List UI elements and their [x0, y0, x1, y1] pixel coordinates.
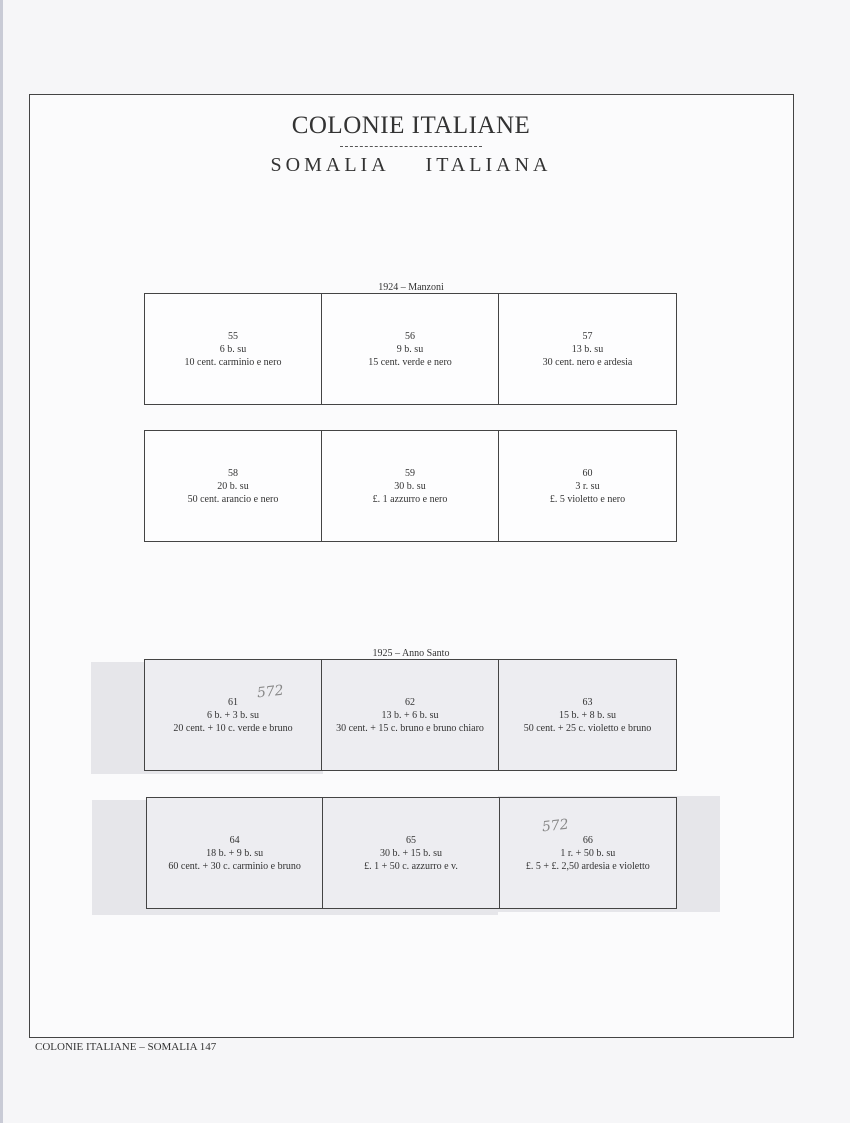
stamp-number: 56 — [405, 330, 415, 342]
stamp-description: £. 1 azzurro e nero — [372, 493, 448, 505]
title-divider — [340, 146, 482, 147]
stamp-description: £. 5 violetto e nero — [549, 493, 626, 505]
stamp-number: 65 — [405, 834, 416, 846]
stamp-description: £. 1 + 50 c. azzurro e v. — [364, 860, 458, 872]
stamp-value: 30 b. + 15 b. su — [379, 847, 442, 859]
stamp-slot[interactable] — [322, 660, 499, 770]
stamp-value: 30 b. su — [394, 480, 426, 492]
stamp-value: 6 b. su — [219, 343, 247, 355]
stamp-number: 55 — [228, 330, 238, 342]
stamp-number: 60 — [582, 467, 593, 479]
stamp-row — [144, 659, 677, 771]
stamp-description: £. 5 + £. 2,50 ardesia e violetto — [525, 860, 650, 872]
stamp-value: 18 b. + 9 b. su — [206, 847, 264, 859]
stamp-value: 13 b. + 6 b. su — [381, 709, 439, 721]
stamp-number: 63 — [582, 696, 593, 708]
stamp-slot[interactable] — [499, 294, 676, 404]
stamp-row — [144, 430, 677, 542]
stamp-number: 62 — [405, 696, 415, 708]
stamp-value: 1 r. + 50 b. su — [560, 847, 616, 859]
stamp-slot[interactable] — [323, 798, 499, 908]
stamp-row — [144, 293, 677, 405]
handwritten-note: 572 — [256, 682, 285, 702]
stamp-slot[interactable] — [322, 431, 499, 541]
stamp-row — [146, 797, 677, 909]
stamp-description: 30 cent. nero e ardesia — [542, 356, 633, 368]
stamp-slot[interactable] — [145, 294, 322, 404]
section-title-1925: 1925 – Anno Santo — [372, 648, 450, 659]
stamp-description: 15 cent. verde e nero — [368, 356, 452, 368]
stamp-value: 3 r. su — [575, 480, 600, 492]
stamp-description: 20 cent. + 10 c. verde e bruno — [173, 722, 293, 734]
stamp-description: 50 cent. + 25 c. violetto e bruno — [523, 722, 652, 734]
stamp-number: 59 — [405, 467, 415, 479]
section-title-1924: 1924 – Manzoni — [378, 282, 444, 293]
stamp-number: 66 — [582, 834, 593, 846]
stamp-value: 6 b. + 3 b. su — [206, 709, 260, 721]
stamp-description: 60 cent. + 30 c. carminio e bruno — [168, 860, 301, 872]
stamp-slot[interactable] — [500, 798, 676, 908]
stamp-slot[interactable] — [145, 660, 322, 770]
page-subtitle: SOMALIA ITALIANA — [270, 154, 552, 176]
stamp-number: 61 — [228, 696, 238, 708]
stamp-number: 57 — [582, 330, 593, 342]
page-title: COLONIE ITALIANE — [291, 112, 531, 139]
page-footer: COLONIE ITALIANE – SOMALIA 147 — [35, 1041, 217, 1053]
stamp-slot[interactable] — [322, 294, 499, 404]
stamp-value: 15 b. + 8 b. su — [558, 709, 617, 721]
stamp-description: 10 cent. carminio e nero — [184, 356, 282, 368]
stamp-value: 13 b. su — [571, 343, 604, 355]
stamp-value: 20 b. su — [217, 480, 249, 492]
stamp-slot[interactable] — [147, 798, 323, 908]
stamp-slot[interactable] — [145, 431, 322, 541]
stamp-description: 30 cent. + 15 c. bruno e bruno chiaro — [336, 722, 484, 734]
stamp-number: 58 — [228, 467, 238, 479]
stamp-slot[interactable] — [499, 431, 676, 541]
stamp-slot[interactable] — [499, 660, 676, 770]
stamp-description: 50 cent. arancio e nero — [187, 493, 279, 505]
stamp-number: 64 — [229, 834, 240, 846]
stamp-value: 9 b. su — [396, 343, 424, 355]
handwritten-note: 572 — [540, 816, 570, 836]
